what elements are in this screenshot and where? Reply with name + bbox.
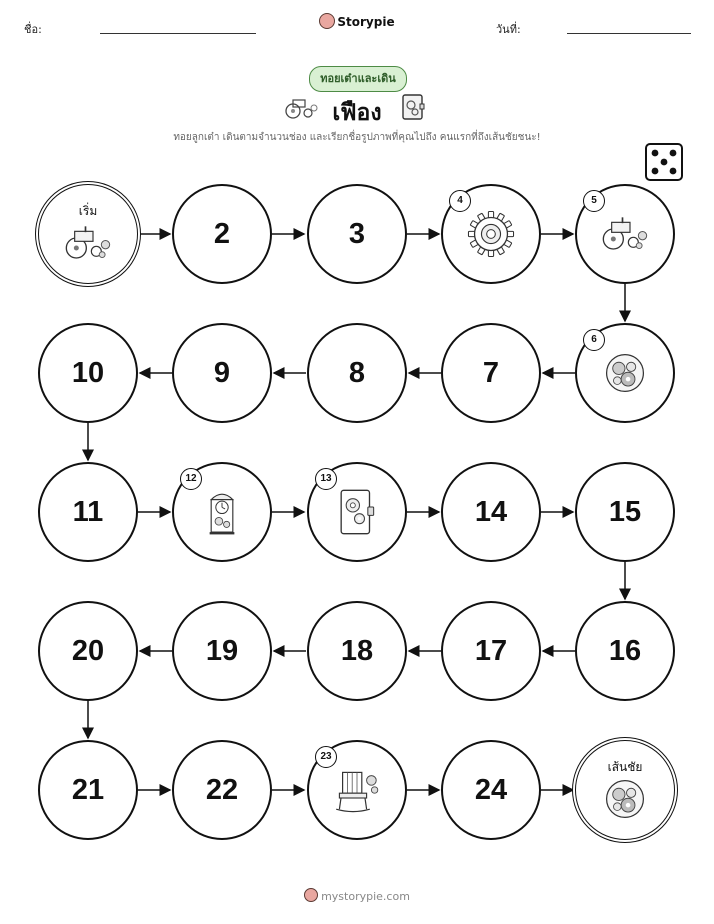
space-number-badge: 4 <box>449 190 471 212</box>
board-space <box>38 601 138 701</box>
tractor-gear-icon <box>63 224 113 262</box>
board-space <box>38 462 138 562</box>
space-label: เส้นชัย <box>607 760 643 774</box>
gear-icon <box>465 208 517 260</box>
space-number: 19 <box>205 634 239 667</box>
space-number: 10 <box>71 356 105 389</box>
space-number: 21 <box>71 773 105 806</box>
board-space <box>441 601 541 701</box>
footer-url: mystorypie.com <box>321 890 410 903</box>
instructions: ทอยลูกเต๋า เดินตามจำนวนช่อง และเรียกชื่อรูปภาพที่คุณไปถึง คนแรกที่ถึงเส้นชัยชนะ! <box>173 132 541 143</box>
clockwork-gear-icon <box>602 776 648 822</box>
space-number: 2 <box>213 217 231 250</box>
board-space <box>172 184 272 284</box>
board-space <box>307 323 407 423</box>
board-space <box>575 184 675 284</box>
space-number: 17 <box>474 634 508 667</box>
space-number: 3 <box>348 217 366 250</box>
board-space <box>441 740 541 840</box>
storypie-logo-icon <box>304 888 318 902</box>
board-space <box>575 323 675 423</box>
footer <box>0 888 714 903</box>
space-number: 14 <box>474 495 508 528</box>
space-number-badge: 12 <box>180 468 202 490</box>
space-number-badge: 5 <box>583 190 605 212</box>
loom-chair-icon <box>333 767 381 813</box>
board-space <box>172 323 272 423</box>
clockwork-gear-icon <box>602 350 648 396</box>
board-space <box>38 184 138 284</box>
space-number: 7 <box>482 356 500 389</box>
space-number-badge: 23 <box>315 746 337 768</box>
space-number: 18 <box>340 634 374 667</box>
board-space <box>441 462 541 562</box>
space-number: 24 <box>474 773 508 806</box>
name-label: ชื่อ: <box>24 23 42 36</box>
game-type-badge: ทอยเต๋าและเดิน <box>309 66 407 92</box>
space-number: 11 <box>72 495 104 528</box>
space-number: 15 <box>608 495 642 528</box>
grandfather-clock-icon <box>205 488 239 536</box>
board-space <box>172 601 272 701</box>
space-number: 9 <box>213 356 231 389</box>
brand-name: Storypie <box>337 15 395 29</box>
board-space <box>172 740 272 840</box>
board-space <box>575 740 675 840</box>
board-space <box>38 323 138 423</box>
space-number-badge: 13 <box>315 468 337 490</box>
board-space <box>38 740 138 840</box>
board-space <box>307 184 407 284</box>
date-label: วันที่: <box>496 23 521 36</box>
board-space <box>172 462 272 562</box>
tractor-gear-icon <box>600 215 650 253</box>
space-number: 22 <box>205 773 239 806</box>
space-number: 20 <box>71 634 105 667</box>
space-number: 8 <box>348 356 366 389</box>
board-space <box>307 740 407 840</box>
gear-book-icon <box>336 487 378 537</box>
space-label: เริ่ม <box>78 204 98 218</box>
space-number: 16 <box>608 634 642 667</box>
board-space <box>441 184 541 284</box>
board-space <box>441 323 541 423</box>
board-space <box>307 601 407 701</box>
board-space <box>575 462 675 562</box>
page-title: เฟือง <box>332 100 382 126</box>
board-space <box>307 462 407 562</box>
space-number-badge: 6 <box>583 329 605 351</box>
board-space <box>575 601 675 701</box>
